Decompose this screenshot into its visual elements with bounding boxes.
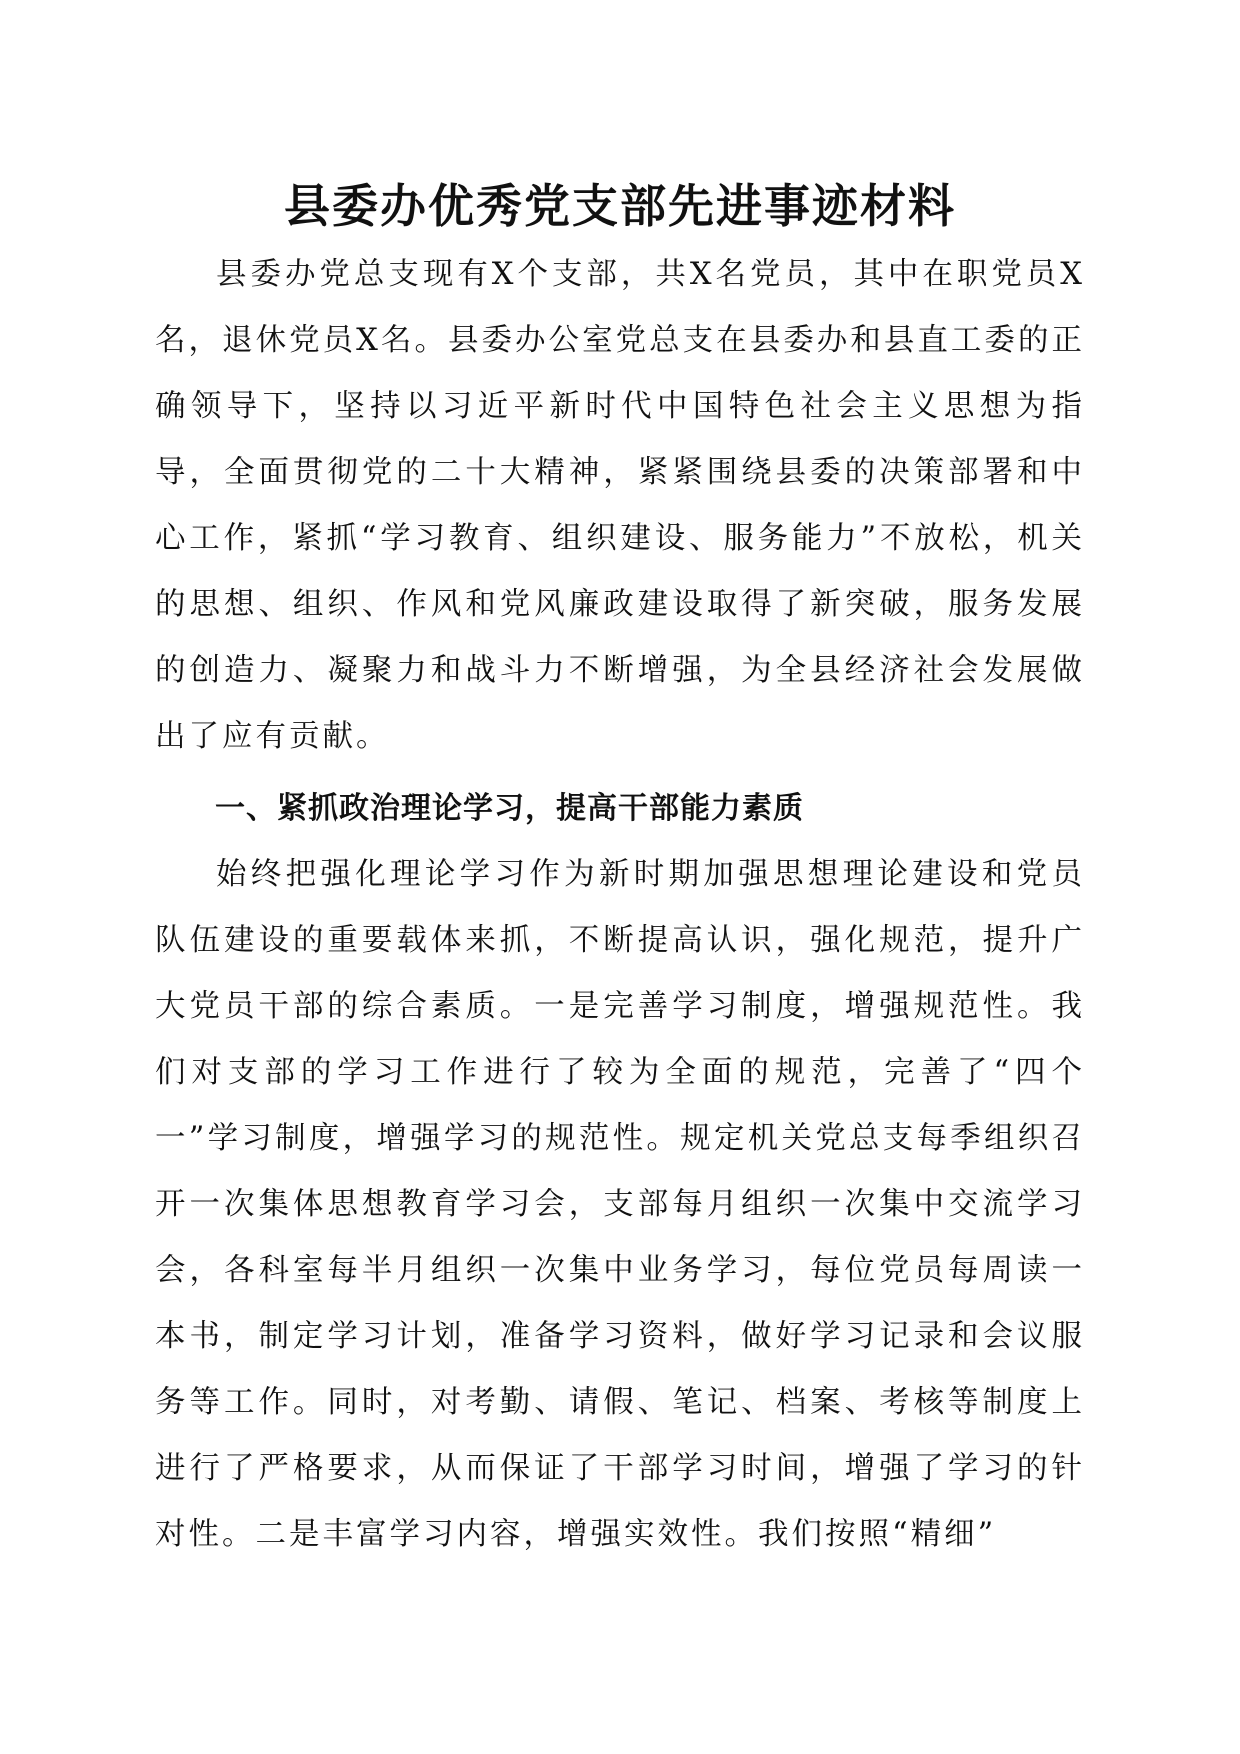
document-page [155, 170, 1085, 1568]
intro-paragraph: 县委办党总支现有X个支部，共X名党员，其中在职党员X名，退休党员X名。县委办公室党总支在县委办和县直工委的正确领导下，坚持以习近平新时代中国特色社会主义思想为指导，全面贯彻党的二十大精神，紧紧围绕县委的决策部署和中心工作，紧抓“学习教育、组织建设、服务能力”不放松，机关的思想、组织、作风和党风廉政建设取得了新突破，服务发展的创造力、凝聚力和战斗力不断增强，为全县经济社会发展做出了应有贡献。 [155, 257, 1085, 754]
section-1-heading: 一、紧抓政治理论学习，提高干部能力素质 [215, 791, 804, 826]
section-1-paragraph: 始终把强化理论学习作为新时期加强思想理论建设和党员队伍建设的重要载体来抓，不断提高认识，强化规范，提升广大党员干部的综合素质。一是完善学习制度，增强规范性。我们对支部的学习工作进行了较为全面的规范，完善了“四个一”学习制度，增强学习的规范性。规定机关党总支每季组织召开一次集体思想教育学习会，支部每月组织一次集中交流学习会，各科室每半月组织一次集中业务学习，每位党员每周读一本书，制定学习计划，准备学习资料，做好学习记录和会议服务等工作。同时，对考勤、请假、笔记、档案、考核等制度上进行了严格要求，从而保证了干部学习时间，增强了学习的针对性。二是丰富学习内容，增强实效性。我们按照“精细” [155, 857, 1085, 1552]
document-title: 县委办优秀党支部先进事迹材料 [284, 179, 956, 233]
